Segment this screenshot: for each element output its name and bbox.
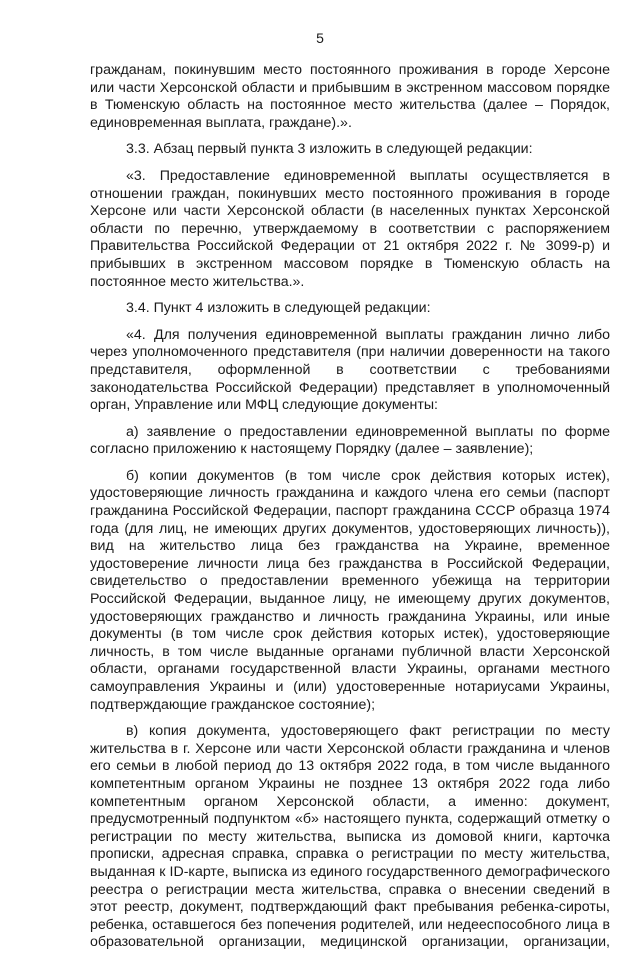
paragraph-3-4-heading: 3.4. Пункт 4 изложить в следующей редакции: <box>126 300 431 317</box>
document-body <box>90 62 610 961</box>
paragraph-item-v: в) копия документа, удостоверяющего факт регистрации по месту жительства в г. Херсоне или части Херсонской области гражданина и членов его семьи в любой период до 13 октября 2022 года, в том числе выданного компетентным органом Украины не позднее 13 октября 2022 года либо компетентным органом Херсонской области, а именно: документ, предусмотренный подпунктом «б» настоящего пункта, содержащий отметку о регистрации по месту жительства, выписка из домовой книги, карточка прописки, адресная справка, справка о регистрации по месту жительства, выданная к ID-карте, выписка из единого государственного демографического реестра о регистрации места жительства, справка о внесении сведений в этот реестр, документ, подтверждающий факт пребывания ребенка-сироты, ребенка, оставшегося без попечения родителей, или недееспособного лица в образовательной организации, медицинской организации, организации, <box>90 723 610 951</box>
paragraph-3-3-text: «3. Предоставление единовременной выплаты осуществляется в отношении граждан, покинувших место постоянного проживания в городе Херсоне или части Херсонской области (в населенных пунктах Херсонской области по перечню, утверждаемому в соответствии с распоряжением Правительства Российской Федерации от 21 октября 2022 г. № 3099-р) и прибывших в экстренном массовом порядке в Тюменскую область на постоянное место жительства.». <box>90 167 610 290</box>
paragraph-3-3-heading: 3.3. Абзац первый пункта 3 изложить в следующей редакции: <box>126 141 533 158</box>
paragraph-4-intro: «4. Для получения единовременной выплаты гражданин лично либо через уполномоченного представителя (при наличии доверенности на такого представителя, оформленной в соответствии с требованиями законодательства Российской Федерации) представляет в уполномоченный орган, Управление или МФЦ следующие документы: <box>90 326 610 414</box>
paragraph-item-b: б) копии документов (в том числе срок действия которых истек), удостоверяющие личность гражданина и каждого члена его семьи (паспорт гражданина Российской Федерации, паспорт гражданина СССР образца 1974 года (для лиц, не имеющих других документов, удостоверяющих личность)), вид на жительство лица без гражданства на Украине, временное удостоверение личности лица без гражданства в Российской Федерации, свидетельство о предоставлении временного убежища на территории Российской Федерации, выданное лицу, не имеющему других документов, удостоверяющих гражданство и личность гражданина Украины, или иные документы (в том числе срок действия которых истек), удостоверяющие личность, в том числе выданные органами публичной власти Херсонской области, органами государственной власти Украины, органами местного самоуправления Украины и (или) удостоверенные нотариусами Украины, подтверждающие гражданское состояние); <box>90 467 610 713</box>
paragraph-item-a: а) заявление о предоставлении единовременной выплаты по форме согласно приложению к настоящему Порядку (далее – заявление); <box>90 423 610 458</box>
paragraph-intro-continuation: гражданам, покинувшим место постоянного проживания в городе Херсоне или части Херсонской области и прибывшим в экстренном массовом порядке в Тюменскую область на постоянное место жительства (далее – Порядок, единовременная выплата, граждане).». <box>90 62 610 131</box>
page-number: 5 <box>316 30 324 46</box>
